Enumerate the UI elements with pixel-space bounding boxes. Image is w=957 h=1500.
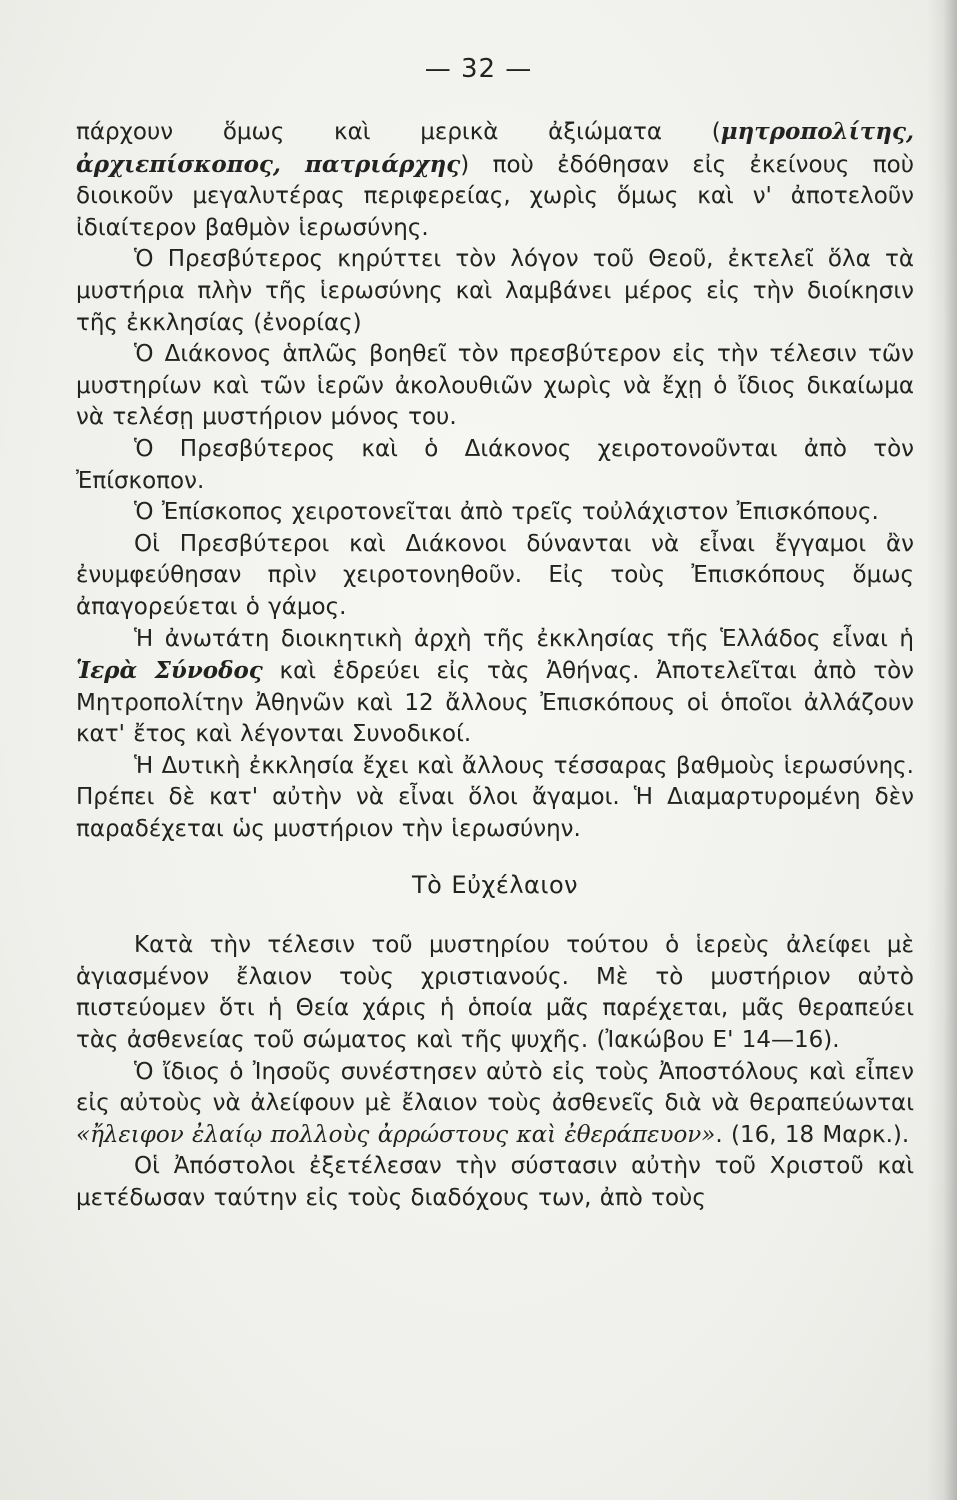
binding-shadow xyxy=(927,0,957,1500)
paragraph xyxy=(76,244,914,339)
text-run: Ἡ ἀνωτάτη διοικητικὴ ἀρχὴ τῆς ἐκκλησίας τῆς Ἑλλάδος εἶναι ἡ xyxy=(134,625,914,652)
paragraph xyxy=(76,529,914,624)
text-run: Ὁ Διάκονος ἁπλῶς βοηθεῖ τὸν πρεσβύτερον εἰς τὴν τέλεσιν τῶν μυστηρίων καὶ τῶν ἱερῶν ἀκολουθιῶν χωρὶς νὰ ἔχῃ ὁ ἴδιος δικαίωμα νὰ τελέσῃ μυστήριον μόνος του. xyxy=(76,341,914,431)
paragraph xyxy=(76,434,914,497)
text-run: . (16, 18 Μαρκ.). xyxy=(715,1121,910,1148)
text-run: Ὁ Πρεσβύτερος κηρύττει τὸν λόγον τοῦ Θεοῦ, ἐκτελεῖ ὅλα τὰ μυστήρια πλὴν τῆς ἱερωσύνης καὶ λαμβάνει μέρος εἰς τὴν διοίκησιν τῆς ἐκκλησίας (ἐνορίας) xyxy=(76,246,914,336)
paragraph xyxy=(76,930,914,1056)
paragraph xyxy=(76,116,914,244)
text-run: Οἱ Ἀπόστολοι ἐξετέλεσαν τὴν σύστασιν αὐτὴν τοῦ Χριστοῦ καὶ μετέδωσαν ταύτην εἰς τοὺς διαδόχους των, ἀπὸ τοὺς xyxy=(76,1153,914,1211)
text-run: Ὁ Ἐπίσκοπος χειροτονεῖται ἀπὸ τρεῖς τοὐλάχιστον Ἐπισκόπους. xyxy=(134,499,879,526)
text-run: Οἱ Πρεσβύτεροι καὶ Διάκονοι δύνανται νὰ εἶναι ἔγγαμοι ἂν ἐνυμφεύθησαν πρὶν χειροτονηθοῦν. Εἰς τοὺς Ἐπισκόπους ὅμως ἀπαγορεύεται ὁ γάμος. xyxy=(76,530,914,620)
body-text xyxy=(76,116,914,1215)
paragraph xyxy=(76,624,914,751)
scripture-quote: «ἤλειφον ἐλαίῳ πολλοὺς ἀρρώστους καὶ ἐθεράπευον» xyxy=(76,1121,716,1148)
section-heading: Τὸ Εὐχέλαιον xyxy=(411,870,579,899)
text-run: Κατὰ τὴν τέλεσιν τοῦ μυστηρίου τούτου ὁ ἱερεὺς ἀλείφει μὲ ἁγιασμένον ἔλαιον τοὺς χριστιανούς. Μὲ τὸ μυστήριον αὐτὸ πιστεύομεν ὅτι ἡ Θεία χάρις ἡ ὁποία μᾶς παρέχεται, μᾶς θεραπεύει τὰς ἀσθενείας τοῦ σώματος καὶ τῆς ψυχῆς. (Ἰακώβου Ε' 14—16). xyxy=(76,932,914,1054)
paragraph xyxy=(76,339,914,434)
paragraph xyxy=(76,1057,914,1152)
page-number: — 32 — xyxy=(424,54,533,84)
text-run: Ὁ Πρεσβύτερος καὶ ὁ Διάκονος χειροτονοῦνται ἀπὸ τὸν Ἐπίσκοπον. xyxy=(76,435,914,494)
text-run: Ἡ Δυτικὴ ἐκκλησία ἔχει καὶ ἄλλους τέσσαρας βαθμοὺς ἱερωσύνης. Πρέπει δὲ κατ' αὐτὴν νὰ εἶναι ὅλοι ἄγαμοι. Ἡ Διαμαρτυρομένη δὲν παραδέχεται ὡς μυστήριον τὴν ἱερωσύνην. xyxy=(76,752,914,843)
paragraph xyxy=(76,497,914,529)
emphasized-term: Ἱερὰ Σύνοδος xyxy=(76,657,263,685)
text-run: καὶ ἑδρεύει εἰς τὰς Ἀθήνας. Ἀποτελεῖται ἀπὸ τὸν Μητροπολίτην Ἀθηνῶν καὶ 12 ἄλλους Ἐπισκόπους οἱ ὁποῖοι ἀλλάζουν κατ' ἔτος καὶ λέγονται Συνοδικοί. xyxy=(76,658,914,748)
paragraph xyxy=(76,1151,914,1214)
text-run: πάρχουν ὅμως καὶ μερικὰ ἀξιώματα ( xyxy=(76,119,721,145)
emphasized-term: μητροπολίτης, ἀρχιεπίσκοπος, πατριάρχης xyxy=(76,118,914,178)
text-run: ) ποὺ ἐδόθησαν εἰς ἐκείνους ποὺ διοικοῦν μεγαλυτέρας περιφερείας, χωρὶς ὅμως καὶ ν' ἀποτελοῦν ἰδιαίτερον βαθμὸν ἱερωσύνης. xyxy=(76,151,915,241)
text-run: Ὁ ἴδιος ὁ Ἰησοῦς συνέστησεν αὐτὸ εἰς τοὺς Ἀποστόλους καὶ εἶπεν εἰς αὐτοὺς νὰ ἀλείφουν μὲ ἔλαιον τοὺς ἀσθενεῖς διὰ νὰ θεραπεύωνται xyxy=(76,1058,914,1117)
paragraph xyxy=(76,751,914,846)
